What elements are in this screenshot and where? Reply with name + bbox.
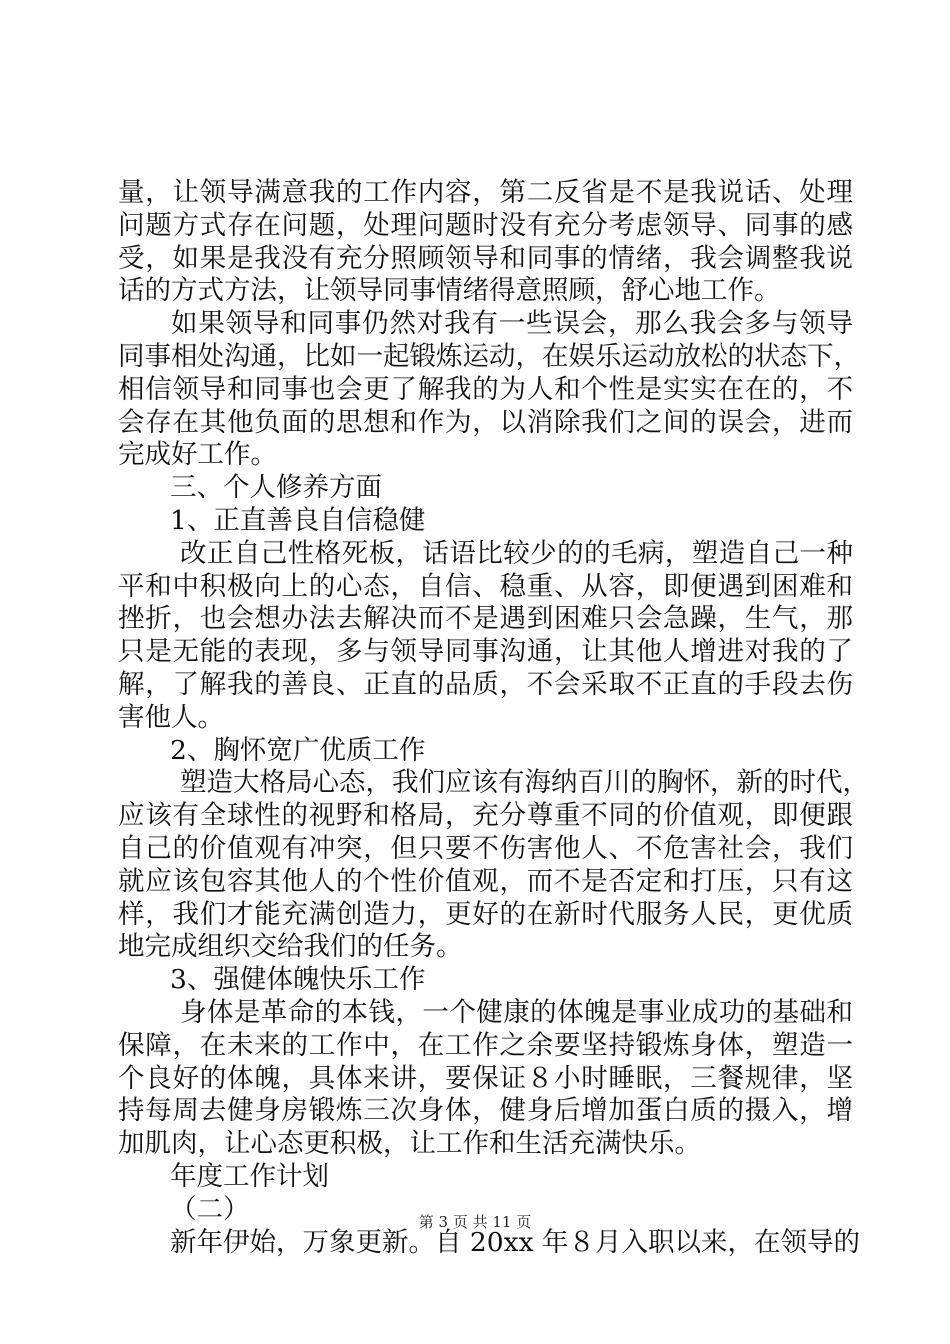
text-line: 挫折，也会想办法去解决而不是遇到困难只会急躁，生气，那 xyxy=(118,603,853,635)
subsection-heading: 1、正直善良自信稳健 xyxy=(170,504,426,536)
subsection-heading: 2、胸怀宽广优质工作 xyxy=(170,734,426,766)
text-line: 保障，在未来的工作中，在工作之余要坚持锻炼身体，塑造一 xyxy=(118,1029,853,1061)
text-line: 新年伊始，万象更新。自 20xx 年８月入职以来，在领导的 xyxy=(170,1226,860,1258)
part-number: （二） xyxy=(170,1193,250,1225)
text-line: 完成好工作。 xyxy=(118,439,277,471)
text-line: 同事相处沟通，比如一起锻炼运动，在娱乐运动放松的状态下， xyxy=(118,340,860,372)
text-line: 地完成组织交给我们的任务。 xyxy=(118,931,463,963)
text-line: 改正自己性格死板，话语比较少的的毛病，塑造自己一种 xyxy=(180,537,853,569)
text-line: 样，我们才能充满创造力，更好的在新时代服务人民，更优质 xyxy=(118,898,853,930)
text-line: 加肌肉，让心态更积极，让工作和生活充满快乐。 xyxy=(118,1128,701,1160)
text-line: 受，如果是我没有充分照顾领导和同事的情绪，我会调整我说 xyxy=(118,242,853,274)
text-line: 就应该包容其他人的个性价值观，而不是否定和打压，只有这 xyxy=(118,865,853,897)
text-line: 害他人。 xyxy=(118,701,224,733)
text-line: 话的方式方法，让领导同事情绪得意照顾，舒心地工作。 xyxy=(118,275,781,307)
text-line: 应该有全球性的视野和格局，充分尊重不同的价值观，即便跟 xyxy=(118,800,853,832)
text-line: 持每周去健身房锻炼三次身体，健身后增加蛋白质的摄入，增 xyxy=(118,1095,853,1127)
text-line: 平和中积极向上的心态，自信、稳重、从容，即便遇到困难和 xyxy=(118,570,853,602)
plan-title: 年度工作计划 xyxy=(170,1160,329,1192)
section-heading: 三、个人修养方面 xyxy=(170,472,382,504)
subsection-heading: 3、强健体魄快乐工作 xyxy=(170,964,426,996)
text-line: 自己的价值观有冲突，但只要不伤害他人、不危害社会，我们 xyxy=(118,832,853,864)
text-line: 身体是革命的本钱，一个健康的体魄是事业成功的基础和 xyxy=(180,996,853,1028)
text-line: 如果领导和同事仍然对我有一些误会，那么我会多与领导 xyxy=(171,308,853,340)
text-line: 只是无能的表现，多与领导同事沟通，让其他人增进对我的了 xyxy=(118,636,853,668)
text-line: 解，了解我的善良、正直的品质，不会采取不正直的手段去伤 xyxy=(118,668,853,700)
text-line: 量，让领导满意我的工作内容，第二反省是不是我说话、处理 xyxy=(118,177,853,208)
text-line: 问题方式存在问题，处理问题时没有充分考虑领导、同事的感 xyxy=(118,209,853,241)
text-line: 相信领导和同事也会更了解我的为人和个性是实实在在的，不 xyxy=(118,373,853,405)
text-line: 塑造大格局心态，我们应该有海纳百川的胸怀，新的时代， xyxy=(180,767,869,799)
document-body xyxy=(118,177,869,1259)
text-line: 个良好的体魄，具体来讲，要保证８小时睡眠，三餐规律，坚 xyxy=(118,1062,853,1094)
page-footer: 第 3 页 共 11 页 xyxy=(418,1213,532,1231)
text-line: 会存在其他负面的思想和作为，以消除我们之间的误会，进而 xyxy=(118,406,853,438)
